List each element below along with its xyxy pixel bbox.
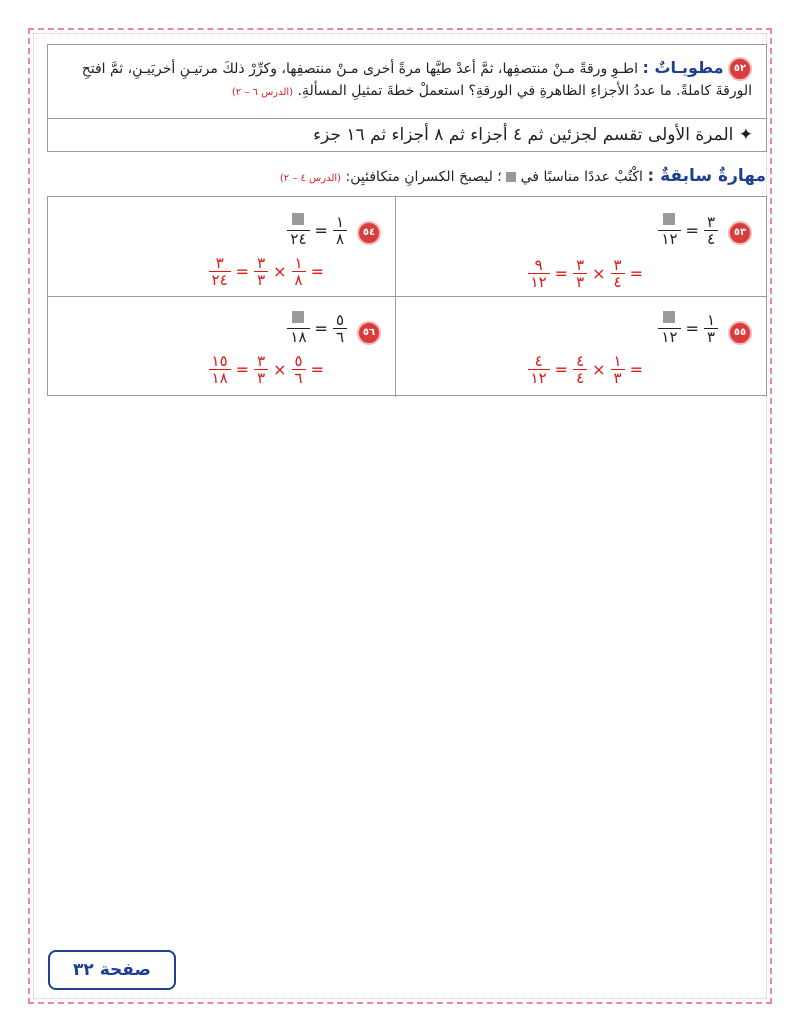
denominator: ٤ <box>611 273 625 290</box>
denominator: ٨ <box>333 230 347 247</box>
numerator: ١ <box>335 212 344 231</box>
numerator: ٣ <box>706 212 715 231</box>
denominator: ٨ <box>292 271 306 288</box>
page-number-label: صفحة ٣٢ <box>73 960 151 980</box>
question-52-text-1: اطـوِ ورقةً مـنْ منتصفِها، ثمَّ أعدْ طيَّها مرةً أخرى مـنْ منتصفِها، وكرِّرْ ذلكَ مرتيـنِ أخريَيـنِ، ثمَّ افتحِ <box>81 61 639 77</box>
denominator: ٣ <box>573 273 587 290</box>
numerator: ٣ <box>257 352 266 370</box>
question-number-badge: ٥٢ <box>728 57 752 81</box>
problem-number-badge: ٥٥ <box>728 321 752 345</box>
denominator: ٤ <box>704 230 718 247</box>
question-52-text-2: الورقةَ كاملةً. ما عددُ الأجزاءِ الظاهرةِ في الورقةِ؟ استعملْ خطةَ تمثيلِ المسألةِ. <box>297 83 752 99</box>
denominator: ٦ <box>292 369 306 386</box>
question-52-answer <box>47 118 767 152</box>
problem-number-badge: ٥٦ <box>357 321 381 345</box>
foldables-keyword: مطويـاتٌ : <box>642 58 724 77</box>
problem-number-badge: ٥٣ <box>728 221 752 245</box>
blank-box <box>663 311 675 323</box>
numerator: ١٥ <box>211 352 228 370</box>
numerator: ٥ <box>294 352 303 370</box>
numerator: ١ <box>706 310 715 329</box>
problem-equation: ١٨ = $\frac{٥}{٦}$ <box>285 311 349 345</box>
worked-solution: $\frac{٣}{٢٤}$ = $\frac{٣}{٣}$ × $\frac{١}{٨}$ = <box>207 255 327 288</box>
denominator: ٣ <box>704 328 718 345</box>
page-number-tab <box>48 950 176 990</box>
numerator: ٤ <box>576 352 585 370</box>
denominator: ٣ <box>254 271 268 288</box>
denominator: ٦ <box>333 328 347 345</box>
blank-square-icon <box>506 172 516 182</box>
problem-56 <box>48 297 396 397</box>
question-52-line-1 <box>82 57 752 81</box>
blank-box <box>292 213 304 225</box>
numerator: ٥ <box>335 310 344 329</box>
problems-grid <box>47 196 767 396</box>
denominator: ٢٤ <box>209 271 231 288</box>
lesson-reference: (الدرس ٤ – ٢) <box>279 173 342 184</box>
denominator: ٣ <box>611 369 625 386</box>
answer-text: ✦ المرة الأولى تقسم لجزئين ثم ٤ أجزاء ثم ٨ أجزاء ثم ١٦ جزء <box>313 125 753 145</box>
problem-number-badge: ٥٤ <box>357 221 381 245</box>
blank-box <box>663 213 675 225</box>
denominator: ١٢ <box>528 273 550 290</box>
denominator: ١٨ <box>287 328 309 345</box>
denominator: ٤ <box>573 369 587 386</box>
denominator: ٢٤ <box>287 230 309 247</box>
denominator: ١٢ <box>528 369 550 386</box>
prior-skill-instruction <box>280 166 766 186</box>
problem-equation: ١٢ = $\frac{٣}{٤}$ <box>656 213 720 247</box>
denominator: ١٨ <box>209 369 231 386</box>
problem-equation: ٢٤ = $\frac{١}{٨}$ <box>285 213 349 247</box>
question-52-line-2 <box>232 83 752 99</box>
denominator: ٣ <box>254 369 268 386</box>
worked-solution: $\frac{٩}{١٢}$ = $\frac{٣}{٣}$ × $\frac{٣}{٤}$ = <box>526 257 646 290</box>
instruction-text-after: ؛ ليصبحَ الكسرانِ متكافئيِن: <box>345 169 502 185</box>
problem-54 <box>48 197 396 297</box>
problem-53 <box>394 197 766 297</box>
numerator: ٩ <box>534 256 543 274</box>
numerator: ١ <box>294 254 303 272</box>
instruction-text-before: اكْتُبْ عددًا مناسبًا في <box>520 169 643 185</box>
numerator: ١ <box>613 352 622 370</box>
numerator: ٣ <box>613 256 622 274</box>
numerator: ٣ <box>576 256 585 274</box>
blank-box <box>292 311 304 323</box>
numerator: ٣ <box>215 254 224 272</box>
worked-solution: $\frac{١٥}{١٨}$ = $\frac{٣}{٣}$ × $\frac{٥}{٦}$ = <box>207 353 327 386</box>
worked-solution: $\frac{٤}{١٢}$ = $\frac{٤}{٤}$ × $\frac{١}{٣}$ = <box>526 353 646 386</box>
numerator: ٣ <box>257 254 266 272</box>
prior-skill-keyword: مهارةٌ سابقةٌ : <box>647 166 766 186</box>
problem-55 <box>394 297 766 397</box>
denominator: ١٢ <box>658 328 680 345</box>
problem-equation: ١٢ = $\frac{١}{٣}$ <box>656 311 720 345</box>
lesson-reference: (الدرس ٦ – ٢) <box>231 87 294 98</box>
denominator: ١٢ <box>658 230 680 247</box>
numerator: ٤ <box>534 352 543 370</box>
